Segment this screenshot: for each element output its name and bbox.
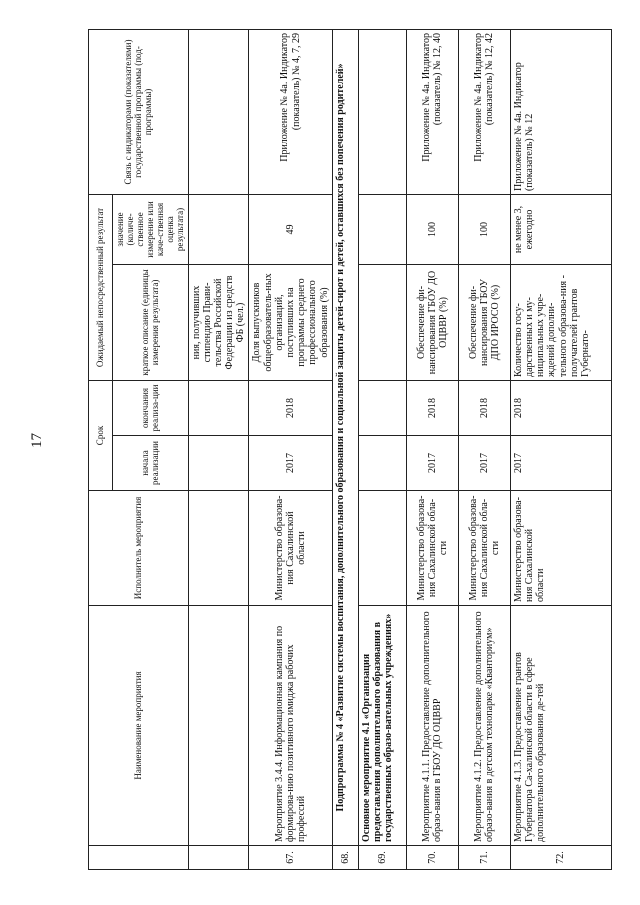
col-executor-header: Исполнитель мероприятия: [89, 491, 189, 606]
row-executor: Министерство образова-ния Сахалинской обла-сти: [458, 491, 510, 606]
section-title: Подпрограмма № 4 «Развитие системы воспитания, дополнительного образования и социальной защиты детей-сирот и детей, оставшихся без попечения родителей»: [332, 29, 358, 845]
col-end-header: окончания реализа-ции: [113, 380, 189, 435]
row-link: Приложение № 4а. Индикатор (показатель) № 12, 42: [458, 29, 510, 194]
col-value-header: значение (количе-ственное измерение или каче-ственная оценка результата): [113, 194, 189, 264]
row-num: 67.: [249, 846, 332, 870]
row-end: 2018: [249, 380, 332, 435]
row-start: 2017: [406, 436, 458, 491]
row-num: 72.: [510, 846, 611, 870]
row-value: 100: [406, 194, 458, 264]
row-value: [358, 194, 406, 264]
section-row: [332, 29, 358, 869]
row-start: [358, 436, 406, 491]
col-period-header: Срок: [89, 380, 113, 490]
row-num: 68.: [332, 846, 358, 870]
row-end: 2018: [458, 380, 510, 435]
row-value: 100: [458, 194, 510, 264]
row-brief: Доля выпускников общеобразователь-ных организаций, поступивших на программы среднего профессионального образования (%): [249, 264, 332, 380]
table-row: [406, 29, 458, 869]
row-end: 2018: [510, 380, 611, 435]
row-name: [188, 606, 249, 846]
rotated-table-wrapper: [88, 30, 612, 870]
col-expected-header: Ожидаемый непосредственный результат: [89, 194, 113, 380]
page-number: 17: [29, 433, 45, 448]
row-end: [358, 380, 406, 435]
row-value: не менее 3, ежегодно: [510, 194, 611, 264]
header-row-1: [89, 29, 113, 869]
col-link-header: Связь с индикаторами (показателями) государственной программы (под-программы): [89, 29, 189, 194]
row-executor: [188, 491, 249, 606]
col-start-header: начала реализации: [113, 436, 189, 491]
table-row: [249, 29, 332, 869]
row-executor: Министерство образова-ния Сахалинской области: [510, 491, 611, 606]
table-row: [188, 29, 249, 869]
row-end: [188, 380, 249, 435]
row-name: Мероприятие 4.1.1. Предоставление дополнительного образо-вания в ГБОУ ДО ОЦВВР: [406, 606, 458, 846]
row-value: 49: [249, 194, 332, 264]
table-row: [458, 29, 510, 869]
program-table: [88, 29, 612, 870]
row-start: 2017: [249, 436, 332, 491]
col-brief-header: краткое описание (единицы измерения результата): [113, 264, 189, 380]
row-brief: ния, получивших стипендию Прави-тельства Российской Федерации из средств ФБ (чел.): [188, 264, 249, 380]
col-name-header: Наименование мероприятия: [89, 606, 189, 846]
row-link: [188, 29, 249, 194]
row-name: Мероприятие 4.1.2. Предоставление дополнительного образо-вания в детском технопарке «Кванториум»: [458, 606, 510, 846]
row-start: [188, 436, 249, 491]
row-name: Основное мероприятие 4.1 «Организация предоставления дополнительного образования в государственных образо-вательных учреждениях»: [358, 606, 406, 846]
row-end: 2018: [406, 380, 458, 435]
row-executor: [358, 491, 406, 606]
row-link: Приложение № 4а. Индикатор (показатель) № 12, 40: [406, 29, 458, 194]
row-value: [188, 194, 249, 264]
col-num-header: [89, 846, 189, 870]
row-num: 71.: [458, 846, 510, 870]
row-num: 69.: [358, 846, 406, 870]
row-start: 2017: [510, 436, 611, 491]
row-start: 2017: [458, 436, 510, 491]
row-brief: Количество госу-дарственных и му-ниципальных учре-ждений дополни-тельного образова-ния - получателей грантов Губернато-: [510, 264, 611, 380]
row-num: [188, 846, 249, 870]
row-executor: Министерство образова-ния Сахалинской обла-сти: [406, 491, 458, 606]
row-brief: Обеспечение фи-нансирования ГБОУ ДО ОЦВВР (%): [406, 264, 458, 380]
row-brief: [358, 264, 406, 380]
table-row: [358, 29, 406, 869]
table-row: [510, 29, 611, 869]
row-num: 70.: [406, 846, 458, 870]
row-link: Приложение № 4а. Индикатор (показатель) № 4, 7, 29: [249, 29, 332, 194]
row-link: Приложение № 4а. Индикатор (показатель) № 12: [510, 29, 611, 194]
row-brief: Обеспечение фи-нансирования ГБОУ ДПО ИРОСО (%): [458, 264, 510, 380]
row-name: Мероприятие 3.4.4. Информационная кампания по формирова-нию позитивного имиджа рабочих профессий: [249, 606, 332, 846]
row-link: [358, 29, 406, 194]
row-name: Мероприятие 4.1.3. Предоставление грантов Губернатора Са-халинской области в сфере дополнительного образования де-тей: [510, 606, 611, 846]
row-executor: Министерство образова-ния Сахалинской области: [249, 491, 332, 606]
